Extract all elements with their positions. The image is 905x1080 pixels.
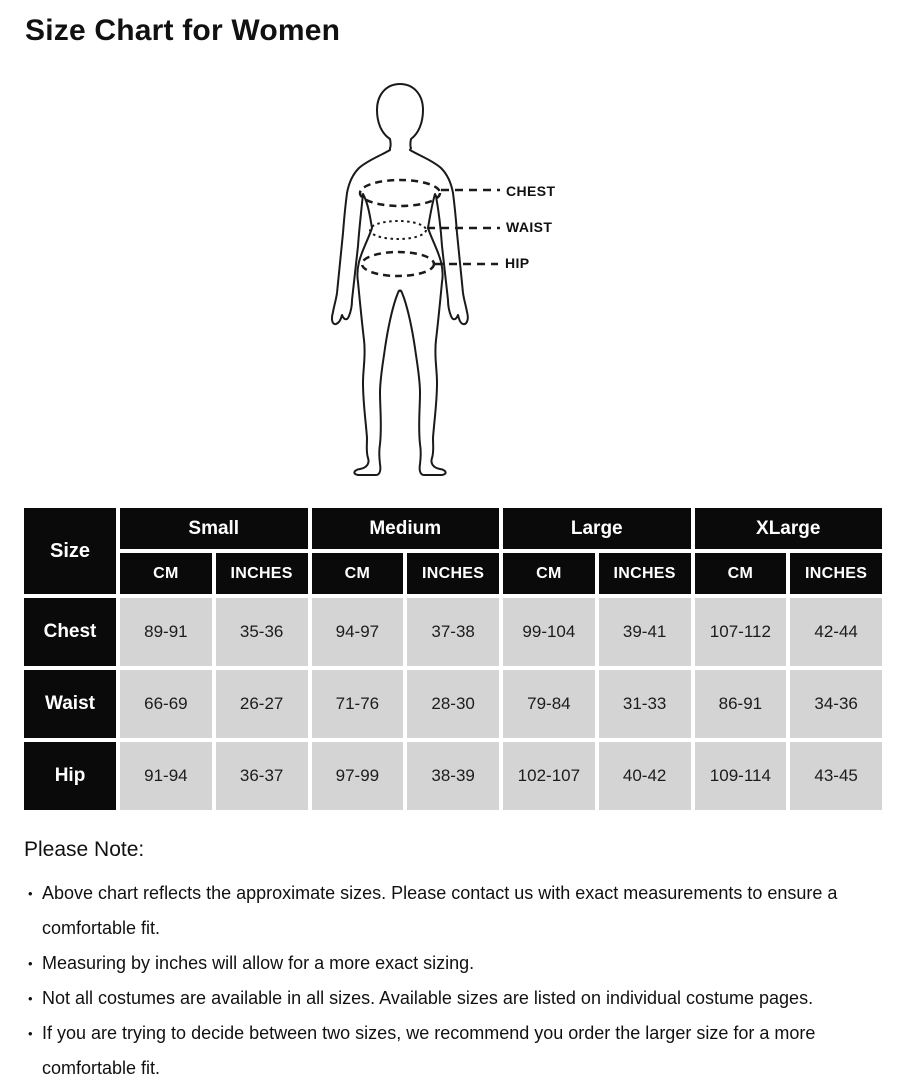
note-text: If you are trying to decide between two sizes, we recommend you order the larger size for a more comfortable fit. bbox=[42, 1023, 816, 1078]
hip-value: 38-39 bbox=[407, 742, 499, 810]
waist-value: 79-84 bbox=[503, 670, 595, 738]
bullet-dot-icon: • bbox=[28, 991, 33, 1006]
page-title: Size Chart for Women bbox=[25, 14, 341, 47]
hip-value: 97-99 bbox=[312, 742, 404, 810]
table-row-hip bbox=[24, 742, 882, 810]
waist-value: 31-33 bbox=[599, 670, 691, 738]
note-text: Above chart reflects the approximate sizes. Please contact us with exact measurements to ensure a comfortable fit. bbox=[42, 883, 838, 938]
size-group-header-row bbox=[24, 508, 882, 549]
notes-heading: Please Note: bbox=[24, 838, 145, 861]
chest-value: 35-36 bbox=[216, 598, 308, 666]
table-row-waist bbox=[24, 670, 882, 738]
note-item bbox=[24, 876, 869, 946]
unit-header-cm: CM bbox=[503, 553, 595, 594]
bullet-dot-icon: • bbox=[28, 886, 33, 901]
unit-header-row bbox=[24, 553, 882, 594]
chest-value: 99-104 bbox=[503, 598, 595, 666]
row-label-hip: Hip bbox=[24, 742, 116, 810]
unit-header-inches: INCHES bbox=[407, 553, 499, 594]
size-group-medium: Medium bbox=[312, 508, 500, 549]
unit-header-inches: INCHES bbox=[790, 553, 882, 594]
size-group-large: Large bbox=[503, 508, 691, 549]
size-group-xlarge: XLarge bbox=[695, 508, 883, 549]
chest-value: 107-112 bbox=[695, 598, 787, 666]
hip-value: 43-45 bbox=[790, 742, 882, 810]
note-text: Not all costumes are available in all sizes. Available sizes are listed on individual costume pages. bbox=[42, 988, 814, 1008]
waist-value: 86-91 bbox=[695, 670, 787, 738]
size-table bbox=[20, 504, 886, 814]
waist-value: 26-27 bbox=[216, 670, 308, 738]
hip-value: 36-37 bbox=[216, 742, 308, 810]
row-label-waist: Waist bbox=[24, 670, 116, 738]
bullet-dot-icon: • bbox=[28, 1026, 33, 1041]
hip-value: 109-114 bbox=[695, 742, 787, 810]
unit-header-inches: INCHES bbox=[216, 553, 308, 594]
chest-value: 37-38 bbox=[407, 598, 499, 666]
hip-value: 91-94 bbox=[120, 742, 212, 810]
note-text: Measuring by inches will allow for a more exact sizing. bbox=[42, 953, 475, 973]
waist-value: 71-76 bbox=[312, 670, 404, 738]
unit-header-cm: CM bbox=[120, 553, 212, 594]
size-corner-header: Size bbox=[24, 508, 116, 594]
hip-value: 102-107 bbox=[503, 742, 595, 810]
bullet-dot-icon: • bbox=[28, 956, 33, 971]
chest-value: 42-44 bbox=[790, 598, 882, 666]
hip-value: 40-42 bbox=[599, 742, 691, 810]
unit-header-cm: CM bbox=[312, 553, 404, 594]
note-item bbox=[24, 946, 869, 981]
chest-value: 89-91 bbox=[120, 598, 212, 666]
chest-value: 39-41 bbox=[599, 598, 691, 666]
body-silhouette bbox=[332, 84, 468, 475]
size-table-container bbox=[20, 504, 886, 814]
waist-label: WAIST bbox=[506, 219, 553, 235]
unit-header-cm: CM bbox=[695, 553, 787, 594]
body-outline-figure bbox=[320, 78, 580, 480]
table-row-chest bbox=[24, 598, 882, 666]
chest-label: CHEST bbox=[506, 183, 556, 199]
note-item bbox=[24, 1016, 869, 1080]
chest-value: 94-97 bbox=[312, 598, 404, 666]
waist-value: 66-69 bbox=[120, 670, 212, 738]
notes-section bbox=[24, 838, 869, 1080]
size-group-small: Small bbox=[120, 508, 308, 549]
unit-header-inches: INCHES bbox=[599, 553, 691, 594]
hip-label: HIP bbox=[505, 255, 530, 271]
row-label-chest: Chest bbox=[24, 598, 116, 666]
waist-value: 34-36 bbox=[790, 670, 882, 738]
note-item bbox=[24, 981, 869, 1016]
waist-value: 28-30 bbox=[407, 670, 499, 738]
